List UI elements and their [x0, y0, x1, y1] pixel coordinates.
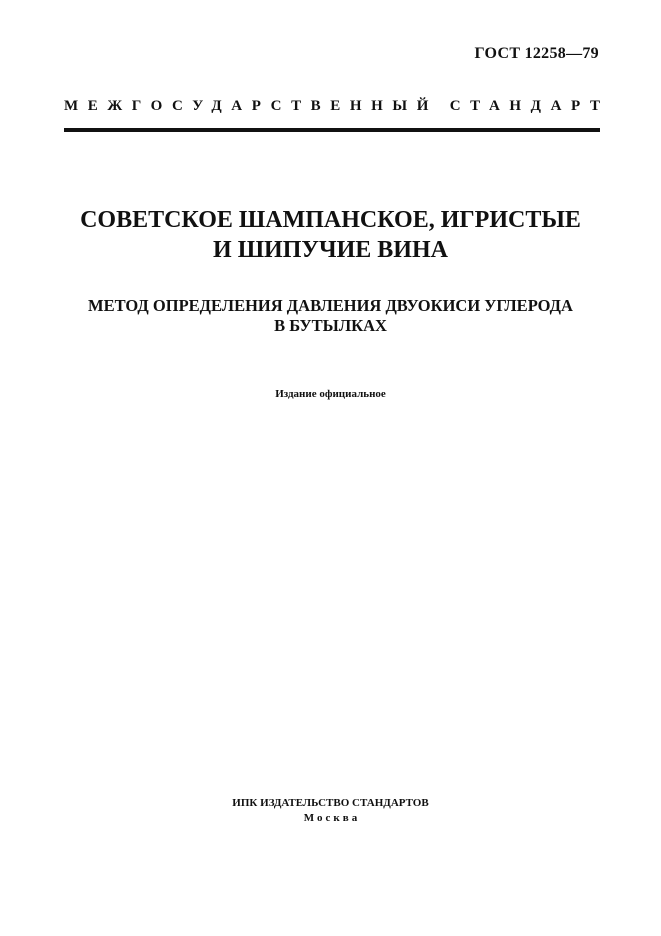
subtitle-line-2: В БУТЫЛКАХ: [274, 316, 387, 335]
standard-type-heading: [64, 98, 610, 115]
title-line-1: СОВЕТСКОЕ ШАМПАНСКОЕ, ИГРИСТЫЕ: [80, 207, 581, 233]
document-subtitle: [0, 296, 661, 336]
publisher-block: [0, 796, 661, 826]
title-line-2: И ШИПУЧИЕ ВИНА: [213, 237, 448, 263]
standard-type-word-2: СТАНДАРТ: [449, 98, 610, 114]
subtitle-line-1: МЕТОД ОПРЕДЕЛЕНИЯ ДАВЛЕНИЯ ДВУОКИСИ УГЛЕРОДА: [88, 296, 573, 315]
header-divider: [64, 128, 600, 132]
edition-label: Издание официальное: [275, 388, 386, 400]
document-title: [0, 205, 661, 265]
publisher-city: Москва: [303, 812, 361, 824]
publisher-name: ИПК ИЗДАТЕЛЬСТВО СТАНДАРТОВ: [232, 797, 429, 809]
document-number: ГОСТ 12258—79: [474, 45, 599, 62]
standard-type-word-1: МЕЖГОСУДАРСТВЕННЫЙ: [64, 98, 439, 114]
